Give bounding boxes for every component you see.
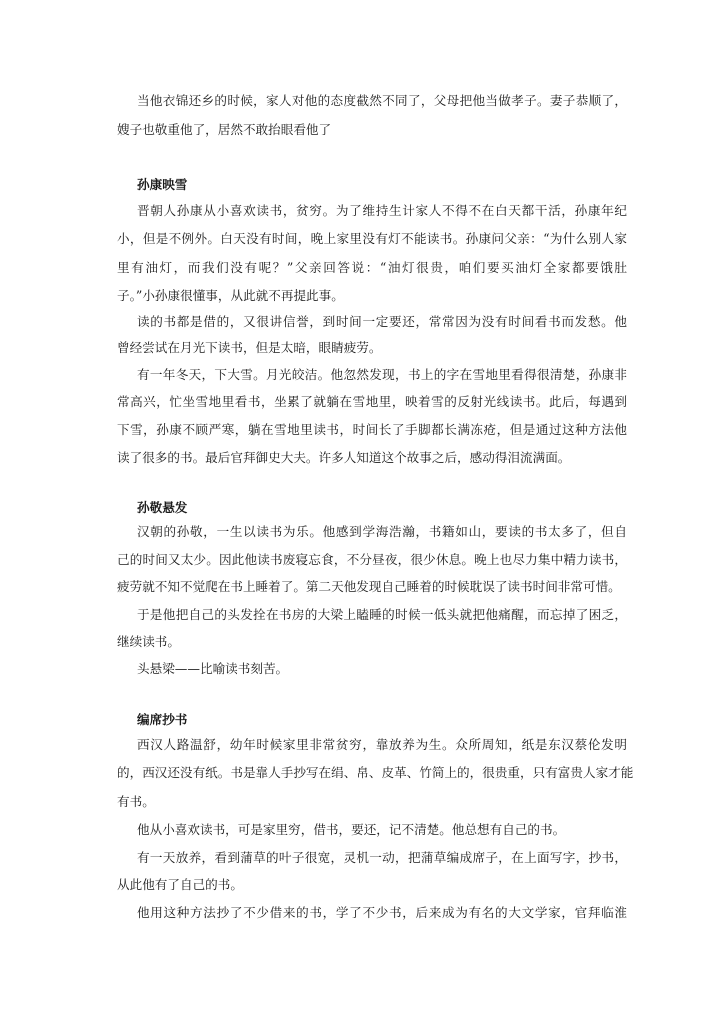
paragraph-line: 有书。 [117, 794, 155, 809]
paragraph-line: 的，西汉还没有纸。书是靠人手抄写在绢、帛、皮革、竹简上的，很贵重，只有富贵人家才能 [117, 765, 634, 780]
paragraph-line: 有一年冬天，下大雪。月光皎洁。他忽然发现，书上的字在雪地里看得很清楚，孙康非 [137, 367, 627, 382]
paragraph-line: 曾经尝试在月光下读书，但是太暗，眼睛疲劳。 [117, 340, 382, 355]
paragraph-line: 头悬梁——比喻读书刻苦。 [137, 661, 289, 676]
paragraph-line: 晋朝人孙康从小喜欢读书，贫穷。为了维持生计家人不得不在白天都干活，孙康年纪 [137, 203, 627, 218]
section-heading: 编席抄书 [137, 712, 188, 727]
paragraph-line: 汉朝的孙敬，一生以读书为乐。他感到学海浩瀚，书籍如山，要读的书太多了，但自 [137, 524, 627, 539]
paragraph-line: 他用这种方法抄了不少借来的书，学了不少书，后来成为有名的大文学家，官拜临淮 [137, 905, 627, 920]
paragraph-line: 继续读书。 [117, 634, 180, 649]
paragraph-line: 从此他有了自己的书。 [117, 877, 243, 892]
paragraph-line: 读了很多的书。最后官拜御史大夫。许多人知道这个故事之后，感动得泪流满面。 [117, 450, 571, 465]
paragraph-line: 读的书都是借的，又很讲信誉，到时间一定要还，常常因为没有时间看书而发愁。他 [137, 314, 627, 329]
paragraph-line: 有一天放养，看到蒲草的叶子很宽，灵机一动，把蒲草编成席子，在上面写字，抄书， [137, 850, 627, 865]
paragraph-line: 他从小喜欢读书，可是家里穷，借书，要还，记不清楚。他总想有自己的书。 [137, 822, 566, 837]
paragraph-line: 于是他把自己的头发拴在书房的大梁上瞌睡的时候一低头就把他痛醒，而忘掉了困乏， [137, 607, 627, 622]
paragraph-line: 嫂子也敬重他了，居然不敢抬眼看他了 [117, 122, 332, 137]
paragraph-line: 常高兴，忙坐雪地里看书，坐累了就躺在雪地里，映着雪的反射光线读书。此后，每遇到 [117, 394, 627, 409]
paragraph-line: 西汉人路温舒，幼年时候家里非常贫穷，靠放养为生。众所周知，纸是东汉蔡伦发明 [137, 737, 627, 752]
paragraph-line: 当他衣锦还乡的时候，家人对他的态度截然不同了，父母把他当做孝子。妻子恭顺了， [137, 93, 627, 108]
section-heading: 孙敬悬发 [137, 500, 188, 515]
paragraph-line: 下雪，孙康不顾严寒，躺在雪地里读书，时间长了手脚都长满冻疮，但是通过这种方法他 [117, 422, 627, 437]
section-heading: 孙康映雪 [137, 177, 188, 192]
paragraph-line: 疲劳就不知不觉爬在书上睡着了。第二天他发现自己睡着的时候耽误了读书时间非常可惜。 [117, 579, 621, 594]
paragraph-line: 己的时间又太少。因此他读书废寝忘食，不分昼夜，很少休息。晚上也尽力集中精力读书， [117, 552, 627, 567]
paragraph-line: 子。”小孙康很懂事，从此就不再提此事。 [117, 288, 344, 303]
paragraph-line: 里有油灯，而我们没有呢？”父亲回答说：“油灯很贵，咱们要买油灯全家都要饿肚 [117, 260, 627, 275]
paragraph-line: 小，但是不例外。白天没有时间，晚上家里没有灯不能读书。孙康问父亲：“为什么别人家 [117, 231, 627, 246]
